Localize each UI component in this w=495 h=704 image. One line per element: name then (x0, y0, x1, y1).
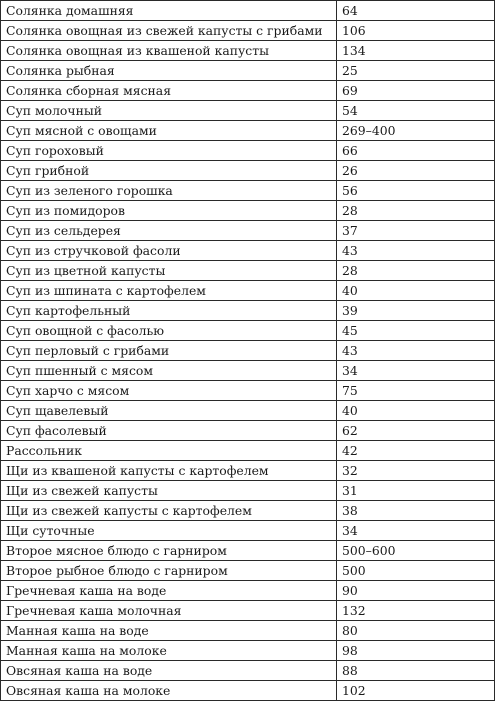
calorie-value-cell: 62 (337, 421, 495, 441)
table-row (1, 601, 495, 621)
dish-name-cell: Солянка овощная из свежей капусты с грибами (1, 21, 337, 41)
dish-name-cell: Щи из свежей капусты с картофелем (1, 501, 337, 521)
table-row (1, 421, 495, 441)
calorie-value-cell: 56 (337, 181, 495, 201)
dish-name-cell: Суп перловый с грибами (1, 341, 337, 361)
calorie-value-cell: 64 (337, 1, 495, 21)
table-row (1, 201, 495, 221)
dish-name-cell: Суп из шпината с картофелем (1, 281, 337, 301)
calorie-value-cell: 43 (337, 341, 495, 361)
table-row (1, 581, 495, 601)
table-row (1, 141, 495, 161)
calorie-value-cell: 102 (337, 681, 495, 701)
dish-name-cell: Суп из цветной капусты (1, 261, 337, 281)
table-row (1, 441, 495, 461)
table-row (1, 641, 495, 661)
table-row (1, 1, 495, 21)
table-row (1, 361, 495, 381)
dish-name-cell: Суп гороховый (1, 141, 337, 161)
dish-name-cell: Солянка овощная из квашеной капусты (1, 41, 337, 61)
calorie-value-cell: 40 (337, 401, 495, 421)
dish-name-cell: Гречневая каша на воде (1, 581, 337, 601)
calorie-value-cell: 45 (337, 321, 495, 341)
dish-name-cell: Овсяная каша на молоке (1, 681, 337, 701)
table-row (1, 381, 495, 401)
calorie-value-cell: 500–600 (337, 541, 495, 561)
calorie-value-cell: 75 (337, 381, 495, 401)
dish-name-cell: Щи суточные (1, 521, 337, 541)
calorie-value-cell: 134 (337, 41, 495, 61)
dish-name-cell: Суп фасолевый (1, 421, 337, 441)
dish-name-cell: Манная каша на молоке (1, 641, 337, 661)
calorie-value-cell: 500 (337, 561, 495, 581)
table-row (1, 561, 495, 581)
calorie-value-cell: 31 (337, 481, 495, 501)
calorie-value-cell: 28 (337, 261, 495, 281)
calorie-value-cell: 37 (337, 221, 495, 241)
dish-name-cell: Суп молочный (1, 101, 337, 121)
table-row (1, 221, 495, 241)
dish-name-cell: Солянка сборная мясная (1, 81, 337, 101)
table-row (1, 681, 495, 701)
table-row (1, 461, 495, 481)
dish-name-cell: Суп из зеленого горошка (1, 181, 337, 201)
calorie-value-cell: 40 (337, 281, 495, 301)
table-body (1, 1, 495, 701)
calorie-value-cell: 66 (337, 141, 495, 161)
table-row (1, 241, 495, 261)
calorie-value-cell: 132 (337, 601, 495, 621)
dish-name-cell: Суп щавелевый (1, 401, 337, 421)
table-row (1, 121, 495, 141)
table-row (1, 501, 495, 521)
calorie-value-cell: 26 (337, 161, 495, 181)
dish-name-cell: Суп овощной с фасолью (1, 321, 337, 341)
dish-name-cell: Суп из стручковой фасоли (1, 241, 337, 261)
dish-name-cell: Солянка рыбная (1, 61, 337, 81)
table-row (1, 621, 495, 641)
calorie-value-cell: 54 (337, 101, 495, 121)
calorie-value-cell: 269–400 (337, 121, 495, 141)
table-row (1, 341, 495, 361)
calorie-value-cell: 25 (337, 61, 495, 81)
dish-name-cell: Суп пшенный с мясом (1, 361, 337, 381)
calorie-value-cell: 32 (337, 461, 495, 481)
table-row (1, 21, 495, 41)
dish-name-cell: Суп мясной с овощами (1, 121, 337, 141)
table-row (1, 321, 495, 341)
table-row (1, 661, 495, 681)
table-row (1, 301, 495, 321)
dish-name-cell: Суп из помидоров (1, 201, 337, 221)
calorie-value-cell: 80 (337, 621, 495, 641)
table-row (1, 541, 495, 561)
dish-name-cell: Манная каша на воде (1, 621, 337, 641)
table-row (1, 401, 495, 421)
dish-name-cell: Суп харчо с мясом (1, 381, 337, 401)
dish-name-cell: Щи из квашеной капусты с картофелем (1, 461, 337, 481)
calorie-value-cell: 42 (337, 441, 495, 461)
dish-name-cell: Суп картофельный (1, 301, 337, 321)
table-row (1, 261, 495, 281)
table-row (1, 281, 495, 301)
dish-name-cell: Гречневая каша молочная (1, 601, 337, 621)
table-row (1, 161, 495, 181)
dish-name-cell: Щи из свежей капусты (1, 481, 337, 501)
calorie-value-cell: 39 (337, 301, 495, 321)
dish-name-cell: Второе мясное блюдо с гарниром (1, 541, 337, 561)
table-row (1, 481, 495, 501)
table-row (1, 81, 495, 101)
dish-name-cell: Суп из сельдерея (1, 221, 337, 241)
table-row (1, 521, 495, 541)
calorie-value-cell: 34 (337, 521, 495, 541)
table-row (1, 41, 495, 61)
table-row (1, 181, 495, 201)
calorie-value-cell: 69 (337, 81, 495, 101)
calorie-value-cell: 88 (337, 661, 495, 681)
calorie-value-cell: 90 (337, 581, 495, 601)
table-row (1, 101, 495, 121)
calorie-value-cell: 28 (337, 201, 495, 221)
dish-name-cell: Второе рыбное блюдо с гарниром (1, 561, 337, 581)
calorie-value-cell: 98 (337, 641, 495, 661)
calorie-value-cell: 43 (337, 241, 495, 261)
table-row (1, 61, 495, 81)
calorie-value-cell: 38 (337, 501, 495, 521)
calorie-value-cell: 34 (337, 361, 495, 381)
dish-name-cell: Суп грибной (1, 161, 337, 181)
dish-name-cell: Солянка домашняя (1, 1, 337, 21)
dish-name-cell: Овсяная каша на воде (1, 661, 337, 681)
dish-name-cell: Рассольник (1, 441, 337, 461)
calorie-value-cell: 106 (337, 21, 495, 41)
